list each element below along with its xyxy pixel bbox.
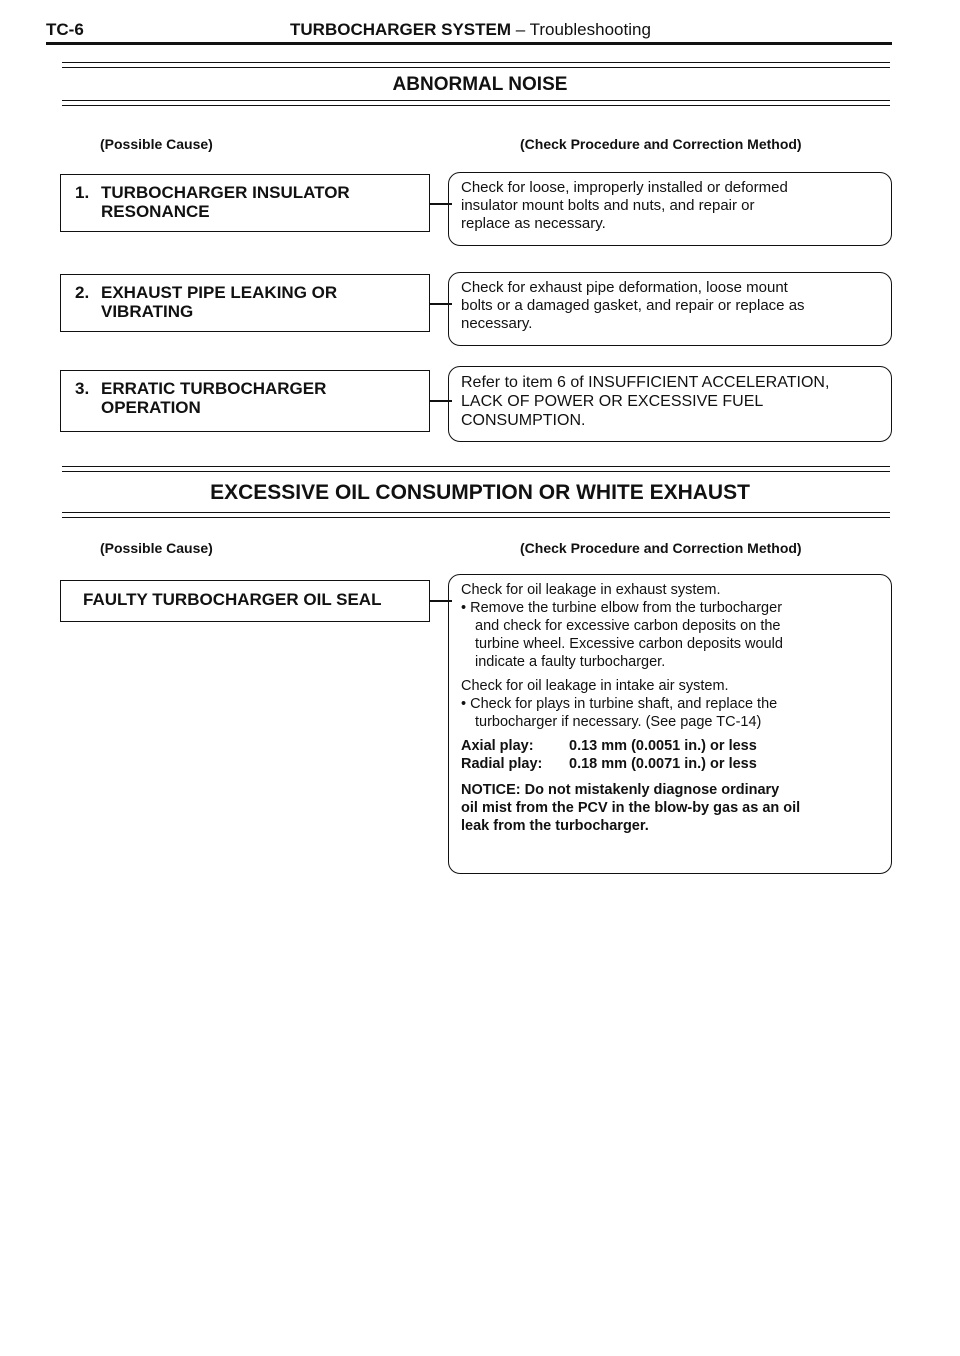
procedure-box — [448, 366, 892, 442]
header-rule — [46, 42, 892, 45]
spec-axial-play — [461, 737, 879, 755]
procedure-box-oil — [448, 574, 892, 874]
notice-text — [461, 781, 879, 835]
bullet-continuation: and check for excessive carbon deposits on the — [475, 618, 781, 634]
page-header-title — [290, 20, 651, 40]
col-head-possible-cause: (Possible Cause) — [100, 540, 213, 556]
col-head-check-procedure: (Check Procedure and Correction Method) — [520, 136, 802, 152]
bullet-check-plays: • Check for plays in turbine shaft, and replace the — [461, 696, 778, 712]
spec-label: Radial play: — [461, 756, 543, 772]
spec-label: Axial play: — [461, 738, 534, 754]
procedure-line: Refer to item 6 of INSUFFICIENT ACCELERATION, — [461, 374, 830, 391]
header-title-rest: – Troubleshooting — [511, 20, 651, 39]
header-title-bold: TURBOCHARGER SYSTEM — [290, 20, 512, 39]
cause-text: RESONANCE — [101, 202, 210, 221]
check-intake-line: Check for oil leakage in intake air system. — [461, 678, 729, 694]
bullet-continuation: indicate a faulty turbocharger. — [475, 654, 666, 670]
section-rule-top — [62, 62, 890, 68]
section-rule-bottom — [62, 512, 890, 518]
cause-box-oil-seal — [60, 580, 430, 622]
cause-number: 2. — [75, 283, 90, 302]
section-rule-top — [62, 466, 890, 472]
section-rule-bottom — [62, 100, 890, 106]
bullet-remove-elbow: • Remove the turbine elbow from the turbocharger — [461, 600, 783, 616]
procedure-line: CONSUMPTION. — [461, 412, 586, 429]
procedure-line: insulator mount bolts and nuts, and repair or — [461, 197, 755, 214]
bullet-continuation: turbine wheel. Excessive carbon deposits would — [475, 636, 783, 652]
procedure-line: Check for loose, improperly installed or deformed — [461, 179, 788, 196]
spec-value: 0.18 mm (0.0071 in.) or less — [569, 756, 757, 772]
page-id: TC-6 — [46, 20, 84, 39]
procedure-line: replace as necessary. — [461, 215, 606, 232]
procedure-line: bolts or a damaged gasket, and repair or replace as — [461, 297, 805, 314]
procedure-box — [448, 272, 892, 346]
procedure-box — [448, 172, 892, 246]
section-title-excessive-oil: EXCESSIVE OIL CONSUMPTION OR WHITE EXHAUST — [210, 481, 750, 504]
cause-text: TURBOCHARGER INSULATOR — [101, 183, 350, 202]
cause-number: 1. — [75, 183, 90, 202]
procedure-line: Check for exhaust pipe deformation, loose mount — [461, 279, 788, 296]
procedure-line: LACK OF POWER OR EXCESSIVE FUEL — [461, 393, 764, 410]
notice-line: NOTICE: Do not mistakenly diagnose ordinary — [461, 782, 780, 798]
cause-text: OPERATION — [101, 398, 201, 417]
spec-value: 0.13 mm (0.0051 in.) or less — [569, 738, 757, 754]
cause-text: ERRATIC TURBOCHARGER — [101, 379, 327, 398]
col-head-check-procedure: (Check Procedure and Correction Method) — [520, 540, 802, 556]
notice-line: oil mist from the PCV in the blow-by gas as an oil — [461, 800, 801, 816]
cause-text: EXHAUST PIPE LEAKING OR — [101, 283, 338, 302]
cause-text: VIBRATING — [101, 302, 194, 321]
cause-text: FAULTY TURBOCHARGER OIL SEAL — [83, 590, 382, 609]
notice-line: leak from the turbocharger. — [461, 818, 649, 834]
procedure-line: necessary. — [461, 315, 533, 332]
section-title-abnormal-noise: ABNORMAL NOISE — [392, 74, 568, 95]
check-exhaust-line: Check for oil leakage in exhaust system. — [461, 582, 721, 598]
cause-box — [60, 174, 430, 232]
bullet-continuation: turbocharger if necessary. (See page TC-14) — [475, 714, 762, 730]
spec-radial-play — [461, 755, 879, 773]
cause-number: 3. — [75, 379, 90, 398]
cause-box — [60, 370, 430, 432]
cause-box — [60, 274, 430, 332]
col-head-possible-cause: (Possible Cause) — [100, 136, 213, 152]
